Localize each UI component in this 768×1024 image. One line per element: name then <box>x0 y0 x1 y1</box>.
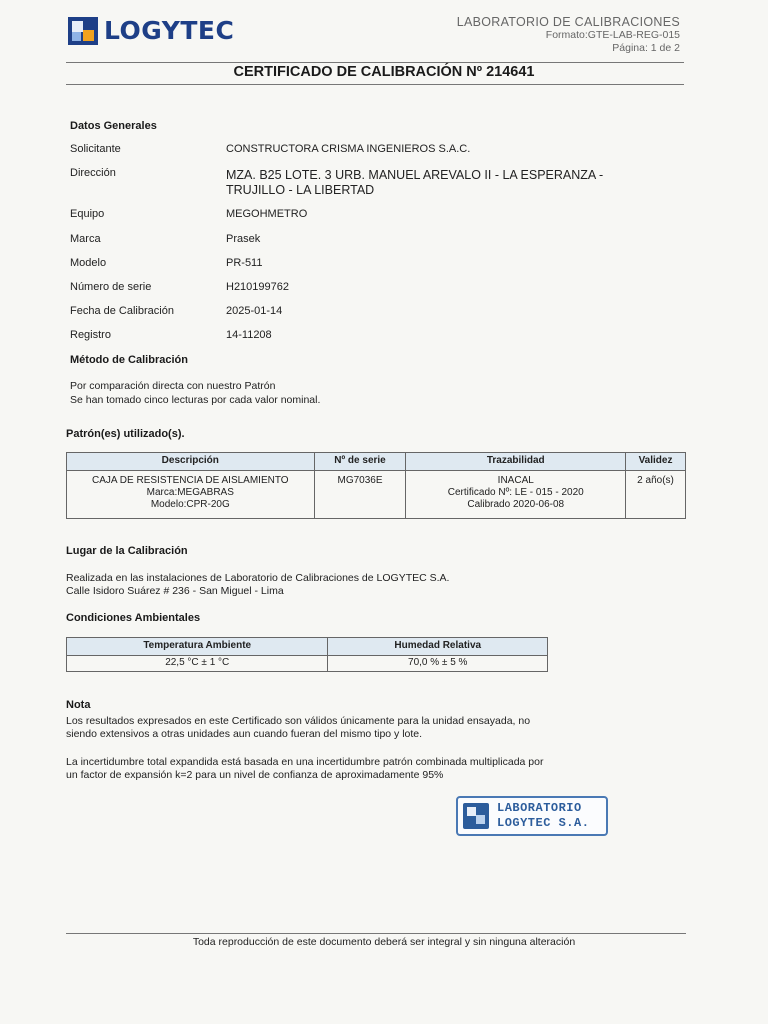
pattern-traceability <box>406 471 626 519</box>
conditions-heading: Condiciones Ambientales <box>66 612 201 624</box>
field-value: CONSTRUCTORA CRISMA INGENIEROS S.A.C. <box>226 143 471 155</box>
field-label: Dirección <box>70 167 116 179</box>
table-row <box>67 471 686 519</box>
footer-rule <box>66 933 686 934</box>
pattern-desc-line: Modelo:CPR-20G <box>150 499 230 510</box>
conditions-col-temperature: Temperatura Ambiente <box>67 638 328 656</box>
field-label: Marca <box>70 233 101 245</box>
header-info <box>457 16 680 55</box>
pattern-desc-line: CAJA DE RESISTENCIA DE AISLAMIENTO <box>92 475 289 486</box>
field-label: Solicitante <box>70 143 121 155</box>
field-label: Equipo <box>70 208 105 220</box>
table-row <box>67 656 548 672</box>
format-code: Formato:GTE-LAB-REG-015 <box>545 29 680 41</box>
field-label: Número de serie <box>70 281 152 293</box>
laboratory-stamp <box>456 796 608 836</box>
note-line: La incertidumbre total expandida está basada en una incertidumbre patrón combinada multiplicada por <box>66 756 544 768</box>
patterns-col-validity: Validez <box>626 453 686 471</box>
stamp-line: LABORATORIO <box>497 801 582 815</box>
pattern-serial: MG7036E <box>314 471 406 519</box>
method-line: Por comparación directa con nuestro Patrón <box>70 380 276 392</box>
field-value: 2025-01-14 <box>226 305 283 317</box>
method-heading: Método de Calibración <box>70 354 188 366</box>
trace-line: INACAL <box>497 475 534 486</box>
trace-line: Certificado Nº: LE - 015 - 2020 <box>447 487 584 498</box>
pattern-desc-line: Marca:MEGABRAS <box>146 487 234 498</box>
temperature-value: 22,5 °C ± 1 °C <box>67 656 328 672</box>
patterns-table <box>66 452 686 519</box>
field-value: H210199762 <box>226 281 290 293</box>
field-value: PR-511 <box>226 257 263 269</box>
field-value: 14-11208 <box>226 329 272 341</box>
patterns-col-traceability: Trazabilidad <box>406 453 626 471</box>
field-label: Registro <box>70 329 111 341</box>
page-number: Página: 1 de 2 <box>612 42 680 54</box>
patterns-heading: Patrón(es) utilizado(s). <box>66 428 185 440</box>
stamp-line: LOGYTEC S.A. <box>497 816 590 830</box>
logo-icon <box>68 17 98 45</box>
lab-name: LABORATORIO DE CALIBRACIONES <box>456 15 680 29</box>
method-line: Se han tomado cinco lecturas por cada valor nominal. <box>70 394 321 406</box>
logytec-logo <box>68 16 234 45</box>
conditions-col-humidity: Humedad Relativa <box>328 638 548 656</box>
stamp-logo-icon <box>463 803 489 829</box>
humidity-value: 70,0 % ± 5 % <box>328 656 548 672</box>
place-heading: Lugar de la Calibración <box>66 545 188 557</box>
stamp-text <box>497 801 589 831</box>
field-label: Fecha de Calibración <box>70 305 174 317</box>
field-value: MZA. B25 LOTE. 3 URB. MANUEL AREVALO II - LA ESPERANZA - TRUJILLO - LA LIBERTAD <box>226 168 604 197</box>
field-value: Prasek <box>226 233 261 245</box>
field-label: Modelo <box>70 257 107 269</box>
place-line: Realizada en las instalaciones de Laboratorio de Calibraciones de LOGYTEC S.A. <box>66 572 450 584</box>
note-line: un factor de expansión k=2 para un nivel de confianza de aproximadamente 95% <box>66 769 444 781</box>
header-rule-top <box>66 62 684 63</box>
field-value: MEGOHMETRO <box>226 208 308 220</box>
header-rule-bottom <box>66 84 684 85</box>
note-line: siendo extensivos a otras unidades aun cuando fueran del mismo tipo y lote. <box>66 728 423 740</box>
conditions-table <box>66 637 548 672</box>
footer-note: Toda reproducción de este documento deberá ser integral y sin ninguna alteración <box>192 936 576 948</box>
certificate-title: CERTIFICADO DE CALIBRACIÓN Nº 214641 <box>233 64 535 80</box>
pattern-description <box>67 471 315 519</box>
note-line: Los resultados expresados en este Certificado son válidos únicamente para la unidad ensayada, no <box>66 715 531 727</box>
note-heading: Nota <box>66 699 91 711</box>
patterns-col-serial: Nº de serie <box>314 453 406 471</box>
trace-line: Calibrado 2020-06-08 <box>467 499 565 510</box>
patterns-col-description: Descripción <box>67 453 315 471</box>
general-heading: Datos Generales <box>70 120 157 132</box>
pattern-validity: 2 año(s) <box>626 471 686 519</box>
logo-text: LOGYTEC <box>104 16 235 45</box>
place-line: Calle Isidoro Suárez # 236 - San Miguel - Lima <box>66 585 284 597</box>
